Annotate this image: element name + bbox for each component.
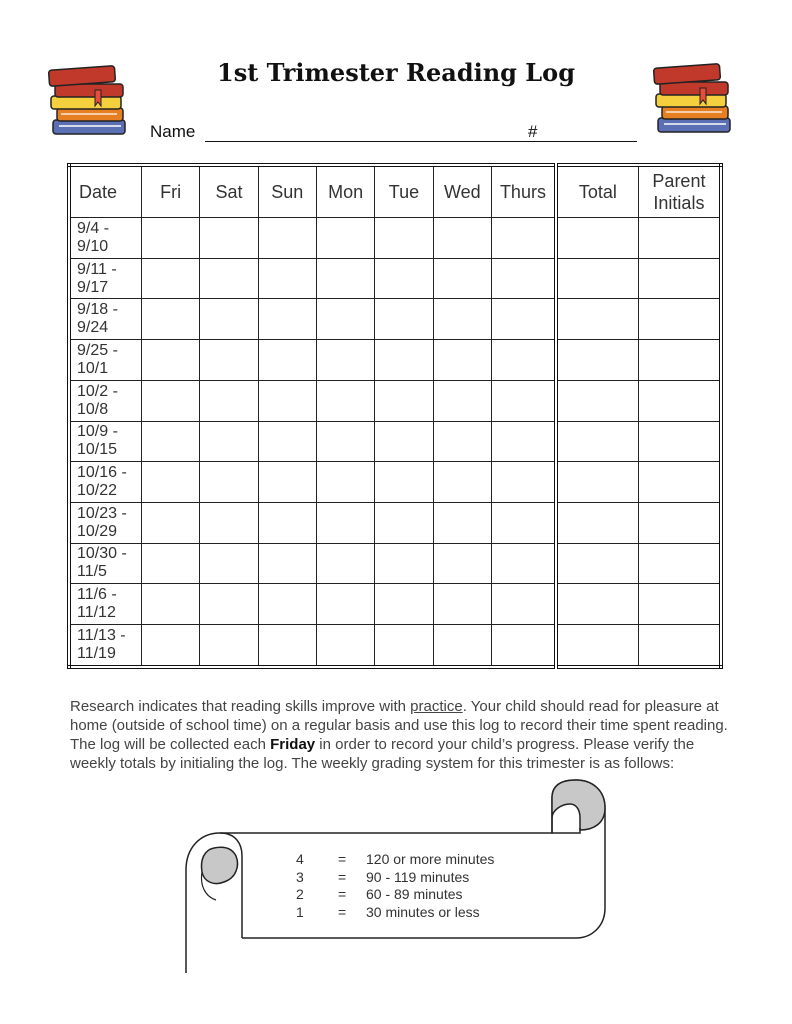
header-fri: Fri xyxy=(141,165,199,218)
total-cell[interactable] xyxy=(556,584,639,625)
date-range-cell xyxy=(69,258,141,299)
grade-equals: = xyxy=(338,851,347,867)
date-range-cell xyxy=(69,380,141,421)
sun-cell[interactable] xyxy=(258,584,316,625)
wed-cell[interactable] xyxy=(433,543,491,584)
date-range-end: 11/19 xyxy=(77,645,116,663)
grade-score: 1 xyxy=(296,903,304,920)
date-range-end: 10/1 xyxy=(77,359,109,377)
date-range-cell xyxy=(69,218,141,259)
table-row xyxy=(69,502,721,543)
thurs-cell[interactable] xyxy=(492,258,556,299)
date-range-start: 10/30 - xyxy=(77,545,127,563)
total-cell[interactable] xyxy=(556,258,639,299)
paragraph-part1: Research indicates that reading skills improve with xyxy=(70,698,411,715)
total-cell[interactable] xyxy=(556,421,639,462)
date-range-start: 10/23 - xyxy=(77,504,127,522)
date-range-start: 11/6 - xyxy=(77,586,117,604)
table-row xyxy=(69,543,721,584)
paragraph-part3: in order to record your child’s progress. Please verify the weekly totals by initialing the log. The weekly grading system for this trimester is as follows: xyxy=(70,736,695,772)
parent-initials-cell[interactable] xyxy=(638,218,721,259)
tue-cell[interactable] xyxy=(375,258,433,299)
total-cell[interactable] xyxy=(556,299,639,340)
sun-cell[interactable] xyxy=(258,299,316,340)
wed-cell[interactable] xyxy=(433,218,491,259)
fri-cell[interactable] xyxy=(141,258,199,299)
sun-cell[interactable] xyxy=(258,543,316,584)
header-parent-initials xyxy=(638,165,721,218)
total-cell[interactable] xyxy=(556,502,639,543)
parent-initials-cell[interactable] xyxy=(638,299,721,340)
date-range-cell xyxy=(69,584,141,625)
instructions-paragraph xyxy=(70,697,730,773)
wed-cell[interactable] xyxy=(433,299,491,340)
table-row xyxy=(69,340,721,381)
sat-cell[interactable] xyxy=(200,584,258,625)
table-row xyxy=(69,421,721,462)
date-range-end: 10/22 xyxy=(77,482,118,500)
total-cell[interactable] xyxy=(556,218,639,259)
date-range-cell xyxy=(69,462,141,503)
header-tue: Tue xyxy=(375,165,433,218)
date-range-start: 10/2 - xyxy=(77,382,118,400)
table-row xyxy=(69,299,721,340)
parent-initials-cell[interactable] xyxy=(638,625,721,667)
table-row xyxy=(69,462,721,503)
date-range-start: 10/9 - xyxy=(77,423,118,441)
tue-cell[interactable] xyxy=(375,584,433,625)
thurs-cell[interactable] xyxy=(492,380,556,421)
wed-cell[interactable] xyxy=(433,340,491,381)
thurs-cell[interactable] xyxy=(492,625,556,667)
date-range-end: 11/12 xyxy=(77,604,116,622)
sun-cell[interactable] xyxy=(258,340,316,381)
tue-cell[interactable] xyxy=(375,340,433,381)
total-cell[interactable] xyxy=(556,543,639,584)
thurs-cell[interactable] xyxy=(492,218,556,259)
date-range-start: 9/4 - xyxy=(77,219,110,237)
date-range-end: 10/29 xyxy=(77,522,118,540)
parent-initials-cell[interactable] xyxy=(638,502,721,543)
page-title: 1st Trimester Reading Log xyxy=(217,58,575,87)
number-field[interactable] xyxy=(545,141,637,142)
total-cell[interactable] xyxy=(556,462,639,503)
mon-cell[interactable] xyxy=(316,380,374,421)
wed-cell[interactable] xyxy=(433,380,491,421)
parent-initials-cell[interactable] xyxy=(638,584,721,625)
fri-cell[interactable] xyxy=(141,462,199,503)
header-mon: Mon xyxy=(316,165,374,218)
date-range-cell xyxy=(69,625,141,667)
sat-cell[interactable] xyxy=(200,258,258,299)
sun-cell[interactable] xyxy=(258,421,316,462)
date-range-cell xyxy=(69,299,141,340)
thurs-cell[interactable] xyxy=(492,299,556,340)
sat-cell[interactable] xyxy=(200,421,258,462)
sat-cell[interactable] xyxy=(200,462,258,503)
table-row xyxy=(69,625,721,667)
header-total: Total xyxy=(556,165,639,218)
parent-initials-cell[interactable] xyxy=(638,462,721,503)
mon-cell[interactable] xyxy=(316,462,374,503)
name-field[interactable] xyxy=(205,141,573,142)
wed-cell[interactable] xyxy=(433,625,491,667)
fri-cell[interactable] xyxy=(141,218,199,259)
grade-score: 3 xyxy=(296,868,304,885)
number-label: # xyxy=(528,122,538,141)
wed-cell[interactable] xyxy=(433,258,491,299)
practice-text: practice xyxy=(410,698,463,715)
grade-equals: = xyxy=(338,886,347,902)
mon-cell[interactable] xyxy=(316,258,374,299)
mon-cell[interactable] xyxy=(316,502,374,543)
fri-cell[interactable] xyxy=(141,299,199,340)
sat-cell[interactable] xyxy=(200,299,258,340)
date-range-cell xyxy=(69,421,141,462)
total-cell[interactable] xyxy=(556,380,639,421)
sun-cell[interactable] xyxy=(258,380,316,421)
wed-cell[interactable] xyxy=(433,421,491,462)
grade-description: 30 minutes or less xyxy=(366,903,480,920)
tue-cell[interactable] xyxy=(375,625,433,667)
table-row xyxy=(69,258,721,299)
mon-cell[interactable] xyxy=(316,218,374,259)
total-cell[interactable] xyxy=(556,625,639,667)
sat-cell[interactable] xyxy=(200,218,258,259)
header-sat: Sat xyxy=(200,165,258,218)
grade-description: 90 - 119 minutes xyxy=(366,868,470,885)
wed-cell[interactable] xyxy=(433,462,491,503)
table-row xyxy=(69,218,721,259)
thurs-cell[interactable] xyxy=(492,340,556,381)
date-range-cell xyxy=(69,340,141,381)
sun-cell[interactable] xyxy=(258,462,316,503)
grade-equals: = xyxy=(338,903,347,920)
date-range-end: 11/5 xyxy=(77,563,107,581)
mon-cell[interactable] xyxy=(316,584,374,625)
grade-description: 120 or more minutes xyxy=(366,851,495,867)
sat-cell[interactable] xyxy=(200,380,258,421)
parent-initials-cell[interactable] xyxy=(638,340,721,381)
mon-cell[interactable] xyxy=(316,299,374,340)
sun-cell[interactable] xyxy=(258,625,316,667)
header-date: Date xyxy=(69,165,141,218)
thurs-cell[interactable] xyxy=(492,543,556,584)
grade-description: 60 - 89 minutes xyxy=(366,886,463,902)
parent-initials-cell[interactable] xyxy=(638,421,721,462)
mon-cell[interactable] xyxy=(316,340,374,381)
mon-cell[interactable] xyxy=(316,625,374,667)
grade-score: 4 xyxy=(296,851,304,867)
table-row xyxy=(69,584,721,625)
mon-cell[interactable] xyxy=(316,543,374,584)
table-row xyxy=(69,380,721,421)
header-parent-line1: Parent xyxy=(652,171,706,191)
friday-text: Friday xyxy=(270,736,316,753)
header-sun: Sun xyxy=(258,165,316,218)
date-range-cell xyxy=(69,502,141,543)
thurs-cell[interactable] xyxy=(492,584,556,625)
sun-cell[interactable] xyxy=(258,218,316,259)
mon-cell[interactable] xyxy=(316,421,374,462)
grade-score: 2 xyxy=(296,886,304,902)
parent-initials-cell[interactable] xyxy=(638,380,721,421)
fri-cell[interactable] xyxy=(141,625,199,667)
date-range-end: 10/15 xyxy=(77,441,118,459)
thurs-cell[interactable] xyxy=(492,502,556,543)
fri-cell[interactable] xyxy=(141,543,199,584)
date-range-start: 9/11 - xyxy=(77,260,117,278)
header-thurs: Thurs xyxy=(492,165,556,218)
thurs-cell[interactable] xyxy=(492,421,556,462)
thurs-cell[interactable] xyxy=(492,462,556,503)
tue-cell[interactable] xyxy=(375,299,433,340)
sat-cell[interactable] xyxy=(200,625,258,667)
tue-cell[interactable] xyxy=(375,218,433,259)
parent-initials-cell[interactable] xyxy=(638,543,721,584)
fri-cell[interactable] xyxy=(141,380,199,421)
table-header-row xyxy=(69,165,721,218)
fri-cell[interactable] xyxy=(141,584,199,625)
date-range-start: 9/25 - xyxy=(77,341,118,359)
sun-cell[interactable] xyxy=(258,502,316,543)
date-range-start: 10/16 - xyxy=(77,464,127,482)
paragraph-part2: . Your child should read for pleasure at home (outside of school time) on a regular basis and use this log to record their time spent reading. The log will be collected each xyxy=(70,698,728,753)
tue-cell[interactable] xyxy=(375,380,433,421)
tue-cell[interactable] xyxy=(375,543,433,584)
date-range-start: 9/18 - xyxy=(77,301,118,319)
parent-initials-cell[interactable] xyxy=(638,258,721,299)
tue-cell[interactable] xyxy=(375,421,433,462)
header-wed: Wed xyxy=(433,165,491,218)
tue-cell[interactable] xyxy=(375,502,433,543)
reading-log-table xyxy=(67,163,723,669)
sun-cell[interactable] xyxy=(258,258,316,299)
date-range-cell xyxy=(69,543,141,584)
header-parent-line2: Initials xyxy=(653,193,705,213)
date-range-end: 9/24 xyxy=(77,319,109,337)
wed-cell[interactable] xyxy=(433,584,491,625)
tue-cell[interactable] xyxy=(375,462,433,503)
date-range-end: 10/8 xyxy=(77,400,109,418)
date-range-start: 11/13 - xyxy=(77,627,126,645)
fri-cell[interactable] xyxy=(141,502,199,543)
name-label: Name xyxy=(150,122,196,141)
sat-cell[interactable] xyxy=(200,340,258,381)
total-cell[interactable] xyxy=(556,340,639,381)
fri-cell[interactable] xyxy=(141,421,199,462)
grade-equals: = xyxy=(338,868,347,885)
sat-cell[interactable] xyxy=(200,543,258,584)
fri-cell[interactable] xyxy=(141,340,199,381)
date-range-end: 9/10 xyxy=(77,237,109,255)
date-range-end: 9/17 xyxy=(77,278,109,296)
sat-cell[interactable] xyxy=(200,502,258,543)
wed-cell[interactable] xyxy=(433,502,491,543)
